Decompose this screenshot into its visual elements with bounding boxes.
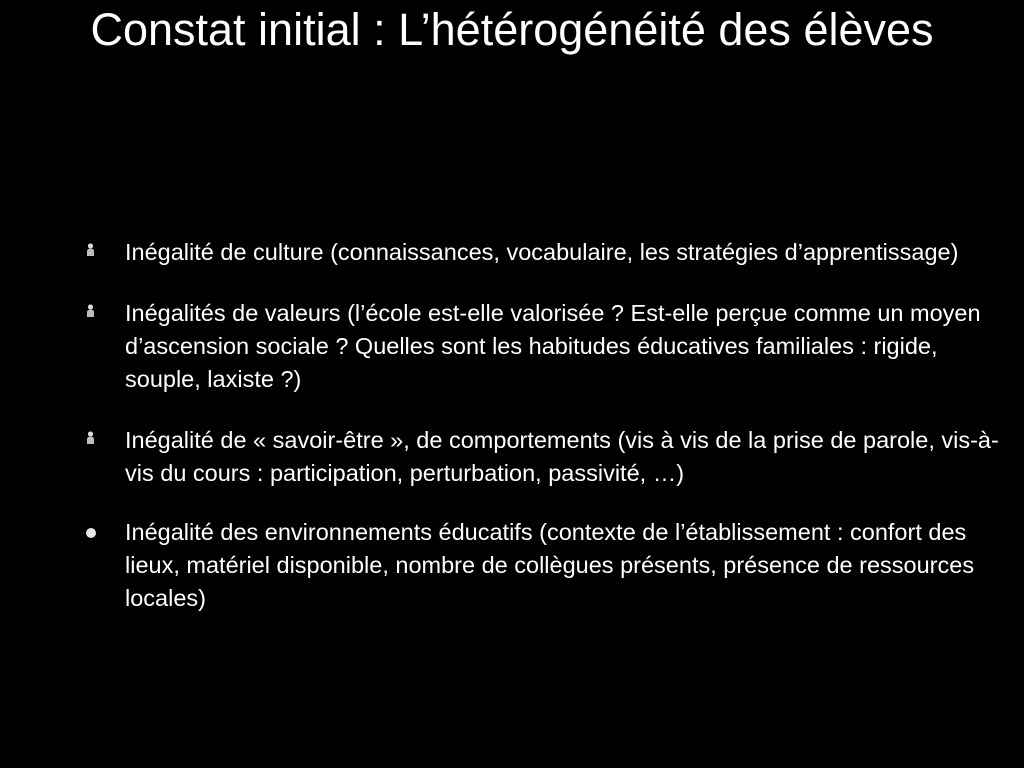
person-bullet-icon <box>86 243 95 257</box>
list-item <box>80 236 1000 269</box>
bullet-text: Inégalités de valeurs (l’école est-elle valorisée ? Est-elle perçue comme un moyen d’ascension sociale ? Quelles sont les habitudes éducatives familiales : rigide, souple, laxiste ?) <box>125 300 981 392</box>
dot-bullet-icon <box>86 528 96 538</box>
person-bullet-icon <box>86 431 95 445</box>
bullet-text: Inégalité de culture (connaissances, vocabulaire, les stratégies d’apprentissage) <box>125 239 959 265</box>
person-bullet-icon <box>86 304 95 318</box>
bullet-text: Inégalité des environnements éducatifs (contexte de l’établissement : confort des lieux, matériel disponible, nombre de collègues présents, présence de ressources locales) <box>125 519 975 611</box>
bullet-list <box>80 236 1000 615</box>
list-item <box>80 424 1000 490</box>
list-item <box>80 297 1000 396</box>
slide-title: Constat initial : L’hétérogénéité des élèves <box>90 4 934 55</box>
bullet-text: Inégalité de « savoir-être », de comportements (vis à vis de la prise de parole, vis-à-vis du cours : participation, perturbation, passivité, …) <box>125 427 999 486</box>
list-item <box>80 516 1000 615</box>
